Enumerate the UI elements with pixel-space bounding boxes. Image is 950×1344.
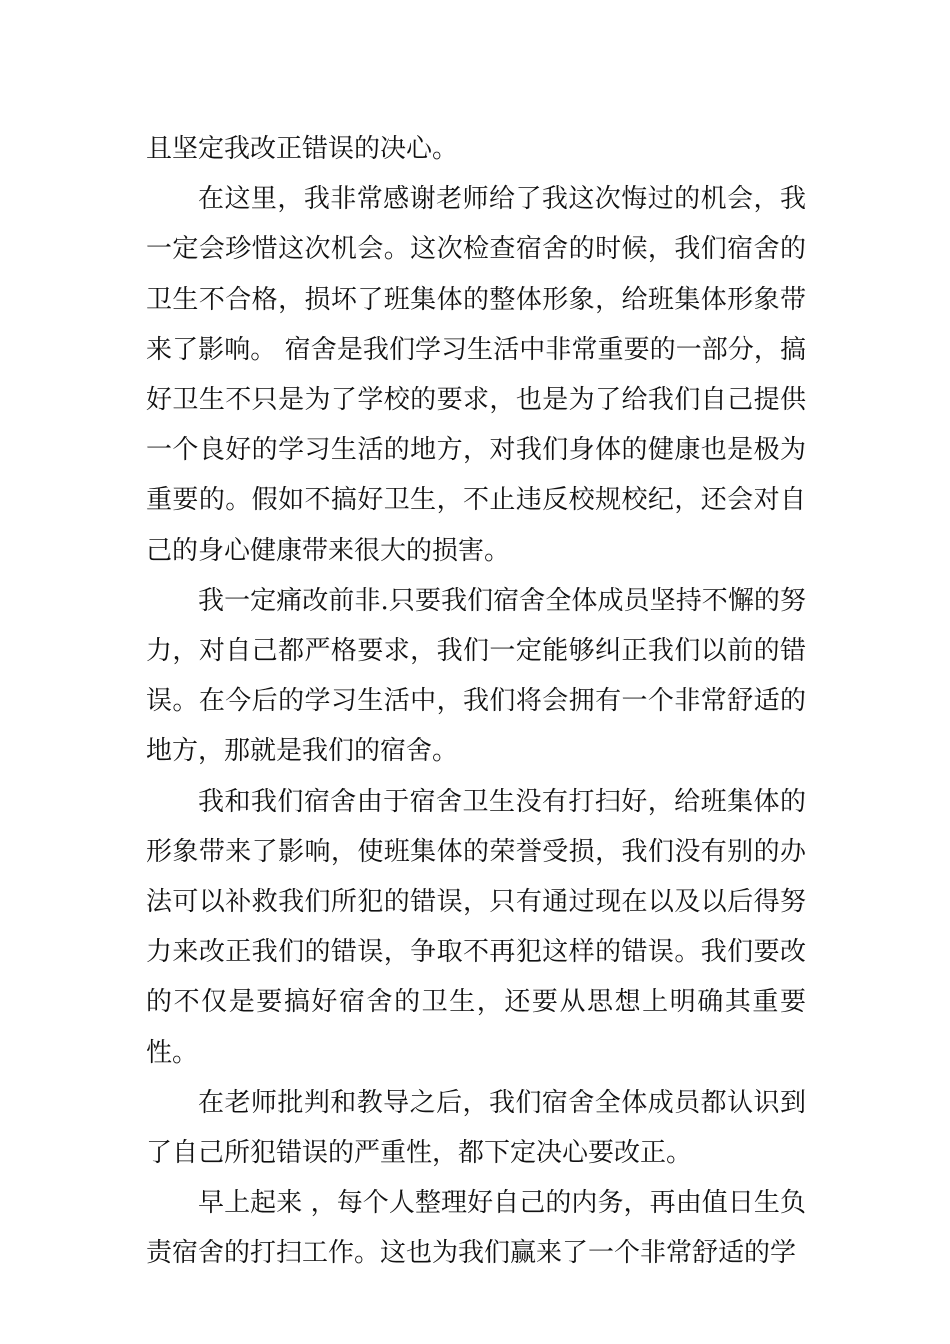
paragraph-routine: 早上起来 ，每个人整理好自己的内务，再由值日生负责宿舍的打扫工作。这也为我们赢来了一个非常舒适的学 xyxy=(146,1188,806,1269)
paragraph-realization: 在老师批判和教导之后，我们宿舍全体成员都认识到了自己所犯错误的严重性，都下定决心要改正。 xyxy=(146,1087,806,1169)
paragraph-continuation: 且坚定我改正错误的决心。 xyxy=(146,134,459,164)
paragraph-resolve: 我一定痛改前非.只要我们宿舍全体成员坚持不懈的努力，对自己都严格要求，我们一定能够纠正我们以前的错误。在今后的学习生活中，我们将会拥有一个非常舒适的地方，那就是我们的宿舍。 xyxy=(146,585,806,767)
document-body xyxy=(146,124,806,1279)
paragraph-impact: 我和我们宿舍由于宿舍卫生没有打扫好，给班集体的形象带来了影响，使班集体的荣誉受损，我们没有别的办法可以补救我们所犯的错误，只有通过现在以及以后得努力来改正我们的错误，争取不再犯这样的错误。我们要改的不仅是要搞好宿舍的卫生，还要从思想上明确其重要性。 xyxy=(146,786,806,1068)
paragraph-gratitude: 在这里，我非常感谢老师给了我这次悔过的机会，我一定会珍惜这次机会。这次检查宿舍的时候，我们宿舍的卫生不合格，损坏了班集体的整体形象，给班集体形象带来了影响。 宿舍是我们学习生活中非常重要的一部分，搞好卫生不只是为了学校的要求，也是为了给我们自己提供一个良好的学习生活的地方，对我们身体的健康也是极为重要的。假如不搞好卫生，不止违反校规校纪，还会对自己的身心健康带来很大的损害。 xyxy=(146,184,806,566)
